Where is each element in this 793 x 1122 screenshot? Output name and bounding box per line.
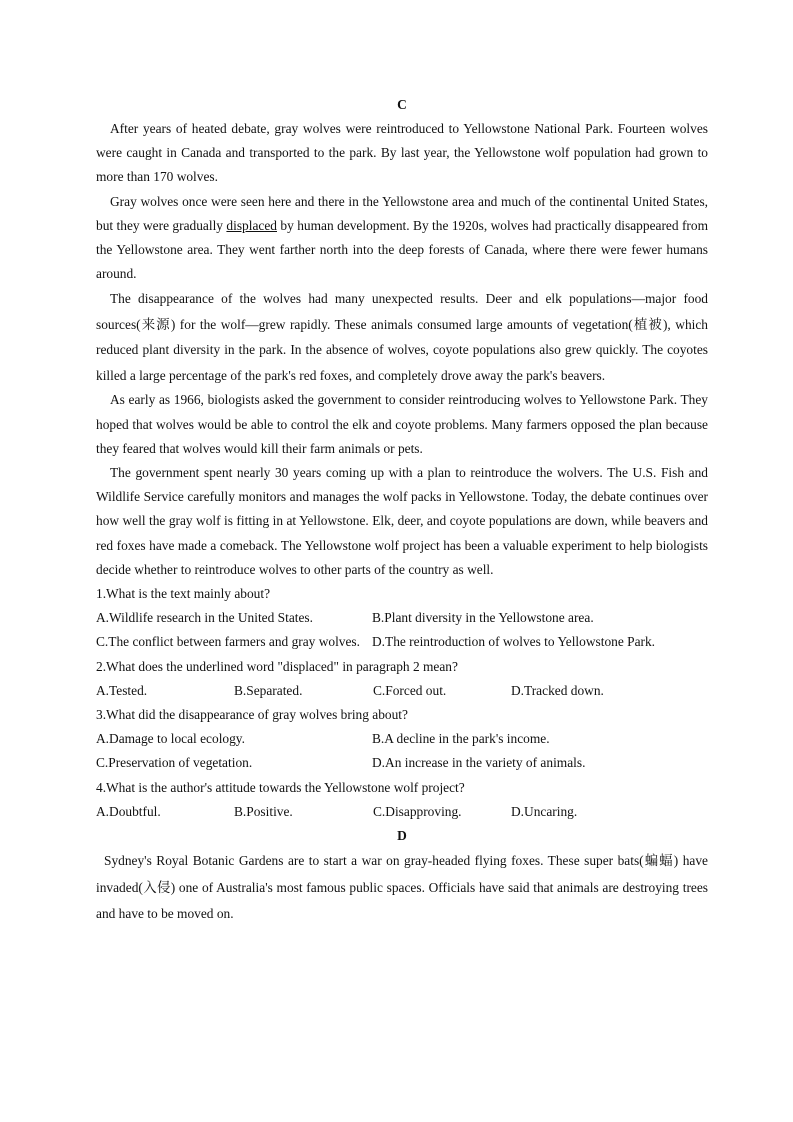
section-d-paragraph: Sydney's Royal Botanic Gardens are to start a war on gray-headed flying foxes. These super bats(蝙蝠) have invaded(入侵) one of Australia's most famous public spaces. Officials have said that animals are destroying trees and have to be moved on. [96,853,708,922]
question-2-stem: 2.What does the underlined word "displaced" in paragraph 2 mean? [96,658,458,674]
question-1-option-d[interactable]: D.The reintroduction of wolves to Yellowstone Park. [372,634,656,650]
paragraph-2: Gray wolves once were seen here and there in the Yellowstone area and much of the continental United States, but they were gradually displaced by human development. By the 1920s, wolves had practically disappeared from the Yellowstone area. They went farther north into the deep forests of Canada, where there were fewer humans around. [96,193,709,282]
question-2-option-d[interactable]: D.Tracked down. [511,682,604,698]
paragraph-1: After years of heated debate, gray wolves were reintroduced to Yellowstone National Park. Fourteen wolves were caught in Canada and transported to the park. By last year, the Yellowstone wolf population had grown to more than 170 wolves. [96,121,708,185]
question-3-option-d[interactable]: D.An increase in the variety of animals. [372,755,586,771]
question-1-option-b[interactable]: B.Plant diversity in the Yellowstone area. [372,610,594,626]
question-2-option-b[interactable]: B.Separated. [234,682,303,698]
paragraph-4: As early as 1966, biologists asked the government to consider reintroducing wolves to Yellowstone Park. They hoped that wolves would be able to control the elk and coyote problems. Many farmers opposed the plan because they feared that wolves would kill their farm animals or pets. [96,392,708,456]
question-3-option-c[interactable]: C.Preservation of vegetation. [96,755,253,771]
question-3-option-a[interactable]: A.Damage to local ecology. [96,731,245,747]
section-d-heading: D [397,828,407,844]
paragraph-5: The government spent nearly 30 years coming up with a plan to reintroduce the wolvers. The U.S. Fish and Wildlife Service carefully monitors and manages the wolf packs in Yellowstone. Today, the debate continues over how well the gray wolf is fitting in at Yellowstone. Elk, deer, and coyote populations are down, while beavers and red foxes have made a comeback. The Yellowstone wolf project has been a valuable experiment to help biologists decide whether to reintroduce wolves to other parts of the country as well. [96,465,708,577]
page-content [96,95,708,928]
underlined-word-displaced: displaced [226,217,277,233]
question-3-options [96,727,708,775]
question-3-stem: 3.What did the disappearance of gray wolves bring about? [96,707,408,723]
question-4-option-d[interactable]: D.Uncaring. [511,803,578,819]
question-2-option-c[interactable]: C.Forced out. [373,682,447,698]
question-3-option-b[interactable]: B.A decline in the park's income. [372,731,550,747]
question-4-option-c[interactable]: C.Disapproving. [373,803,462,819]
question-2-option-a[interactable]: A.Tested. [96,682,148,698]
question-4-option-b[interactable]: B.Positive. [234,803,293,819]
question-2-options [96,679,708,703]
question-4-options [96,800,708,824]
question-1-option-c[interactable]: C.The conflict between farmers and gray wolves. [96,634,360,650]
section-c-heading: C [397,97,407,112]
question-4-option-a[interactable]: A.Doubtful. [96,803,161,819]
question-1-stem: 1.What is the text mainly about? [96,586,271,602]
question-4-stem: 4.What is the author's attitude towards the Yellowstone wolf project? [96,779,465,795]
question-1-option-a[interactable]: A.Wildlife research in the United States. [96,610,313,626]
question-1-options [96,606,708,654]
paragraph-3: The disappearance of the wolves had many unexpected results. Deer and elk populations—major food sources(来源) for the wolf—grew rapidly. These animals consumed large amounts of vegetation(植被), which reduced plant diversity in the park. In the absence of wolves, coyote populations also grew quickly. The coyotes killed a large percentage of the park's red foxes, and completely drove away the park's beavers. [96,291,708,383]
